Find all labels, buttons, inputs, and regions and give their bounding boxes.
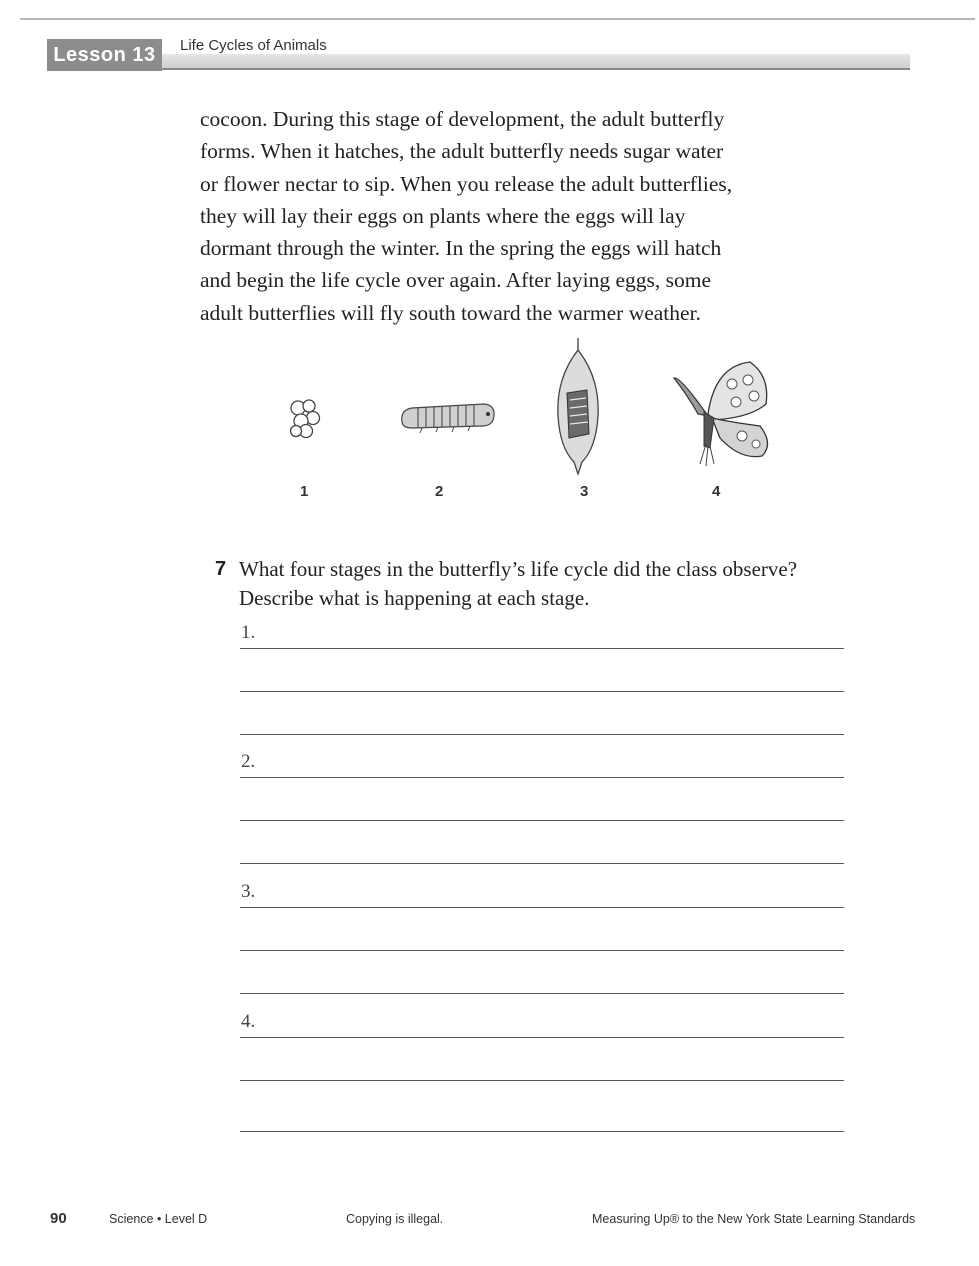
answer-line[interactable] — [240, 734, 844, 735]
footer-subject: Science • Level D — [109, 1212, 208, 1226]
answer-line[interactable] — [240, 993, 844, 994]
answer-label-1: 1. — [241, 622, 256, 643]
figure-label: 3 — [580, 483, 589, 500]
answer-line[interactable] — [240, 820, 844, 821]
passage-line: cocoon. During this stage of development, the adult butterfly — [200, 107, 725, 131]
figure-label: 1 — [300, 483, 309, 500]
top-rule — [20, 18, 975, 20]
lesson-title: Life Cycles of Animals — [180, 37, 327, 54]
eggs-icon — [284, 396, 326, 442]
question-text: What four stages in the butterfly’s life cycle did the class observe? Describe what is happening at each stage. — [239, 557, 798, 610]
answer-line[interactable] — [240, 907, 844, 908]
answer-label-2: 2. — [241, 751, 256, 772]
answer-label-4: 4. — [241, 1011, 256, 1032]
answer-label-3: 3. — [241, 881, 256, 902]
page-number: 90 — [50, 1210, 67, 1227]
answer-line[interactable] — [240, 1037, 844, 1038]
lesson-badge: Lesson 13 — [47, 39, 162, 71]
answer-line[interactable] — [240, 777, 844, 778]
answer-line[interactable] — [240, 1080, 844, 1081]
question-number: 7 — [215, 558, 227, 580]
footer-series: Measuring Up® to the New York State Learning Standards — [592, 1212, 916, 1226]
passage-line: forms. When it hatches, the adult butterfly needs sugar water — [200, 139, 724, 164]
butterfly-icon — [670, 356, 776, 468]
footer-notice: Copying is illegal. — [346, 1212, 444, 1226]
answer-line[interactable] — [240, 691, 844, 692]
header-bar — [162, 54, 910, 70]
figure-label: 4 — [712, 483, 721, 500]
answer-line[interactable] — [240, 648, 844, 649]
answer-line[interactable] — [240, 950, 844, 951]
passage — [200, 103, 840, 329]
passage-line: adult butterflies will fly south toward the warmer weather. — [200, 300, 701, 325]
answer-line[interactable] — [240, 863, 844, 864]
caterpillar-icon — [398, 396, 498, 436]
passage-line: and begin the life cycle over again. After laying eggs, some — [200, 268, 712, 293]
passage-line: dormant through the winter. In the spring the eggs will hatch — [200, 236, 722, 261]
figure-label: 2 — [435, 483, 444, 500]
passage-line: or flower nectar to sip. When you release the adult butterflies, — [200, 171, 733, 196]
passage-line: they will lay their eggs on plants where the eggs will lay — [200, 203, 686, 228]
chrysalis-icon — [552, 338, 604, 476]
answer-line[interactable] — [240, 1131, 844, 1132]
